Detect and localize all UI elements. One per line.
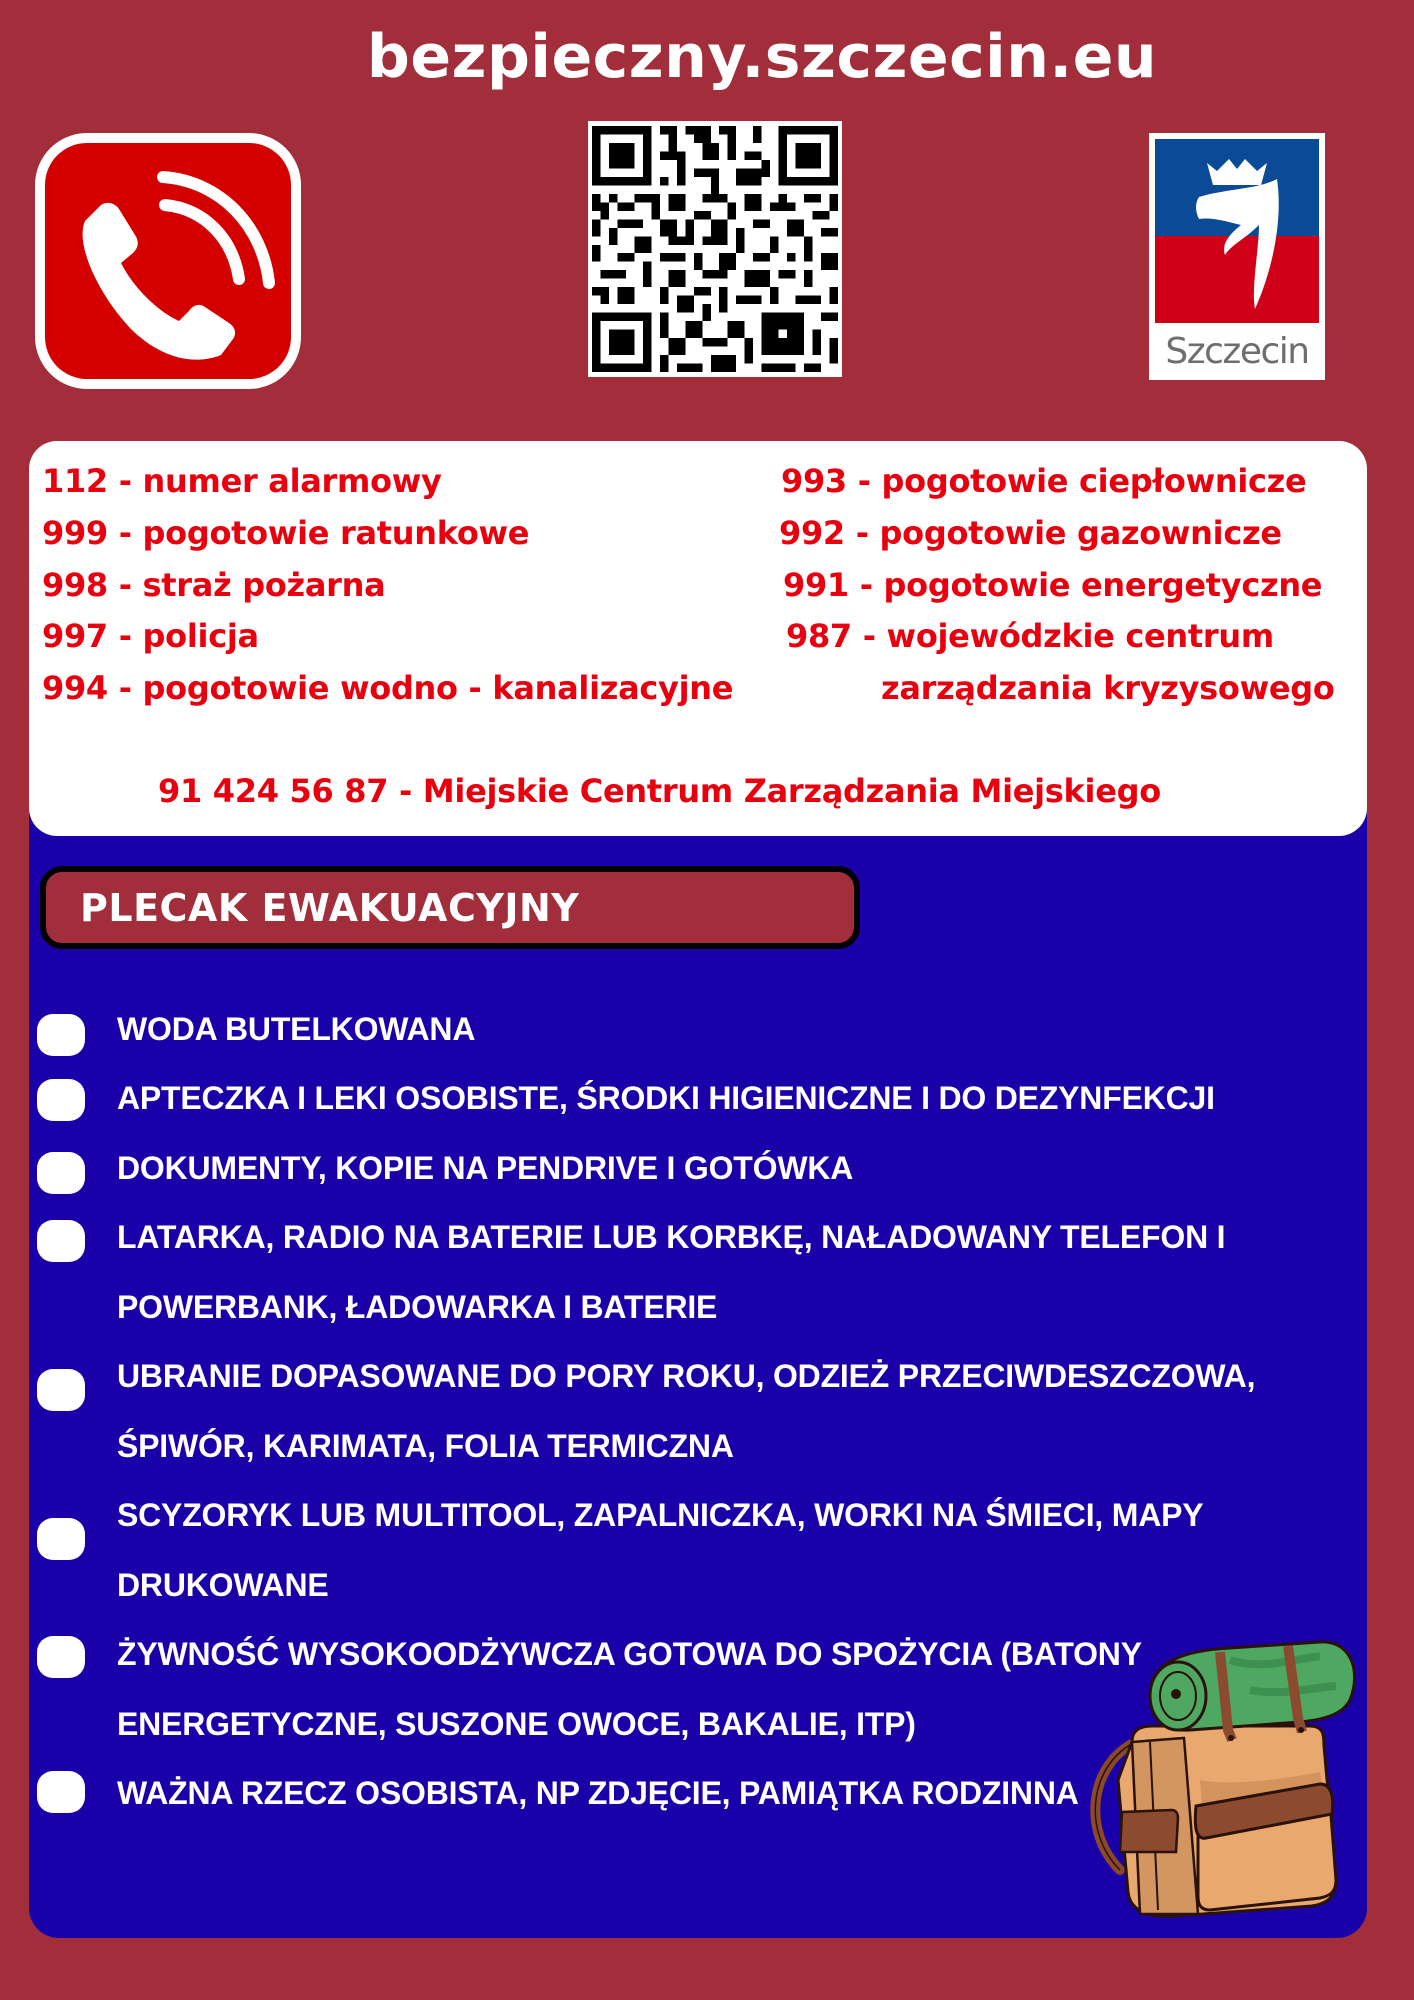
checkbox-item-5[interactable]: [37, 1369, 85, 1411]
emergency-number-item: 992 - pogotowie gazownicze: [779, 514, 1282, 552]
checklist-item-text: WODA BUTELKOWANA: [117, 1011, 476, 1047]
szczecin-city-logo: [1149, 133, 1325, 380]
logo-flag: [1155, 139, 1319, 323]
emergency-number-item: 993 - pogotowie ciepłownicze: [781, 462, 1307, 500]
checklist-item-text: UBRANIE DOPASOWANE DO PORY ROKU, ODZIEŻ PRZECIWDESZCZOWA,: [117, 1358, 1256, 1394]
checkbox-item-1[interactable]: [37, 1014, 85, 1056]
checklist-item-text-continuation: DRUKOWANE: [117, 1567, 329, 1603]
section-title: PLECAK EWAKUACYJNY: [80, 886, 580, 930]
backpack-illustration: [1080, 1630, 1360, 1935]
phone-ringing-icon: [35, 133, 301, 389]
emergency-number-item: 112 - numer alarmowy: [42, 462, 442, 500]
emergency-number-item: 991 - pogotowie energetyczne: [783, 566, 1323, 604]
checklist-item-text-continuation: POWERBANK, ŁADOWARKA I BATERIE: [117, 1289, 718, 1325]
checkbox-item-4[interactable]: [37, 1220, 85, 1262]
emergency-number-item: 997 - policja: [42, 617, 259, 655]
checklist-item-text: APTECZKA I LEKI OSOBISTE, ŚRODKI HIGIENICZNE I DO DEZYNFEKCJI: [117, 1080, 1215, 1116]
checklist-item-text: LATARKA, RADIO NA BATERIE LUB KORBKĘ, NAŁADOWANY TELEFON I: [117, 1219, 1226, 1255]
checkbox-item-2[interactable]: [37, 1079, 85, 1121]
checklist-item-text-continuation: ENERGETYCZNE, SUSZONE OWOCE, BAKALIE, ITP): [117, 1706, 916, 1742]
emergency-numbers-panel: [29, 441, 1367, 836]
checklist-item-text: DOKUMENTY, KOPIE NA PENDRIVE I GOTÓWKA: [117, 1150, 854, 1186]
checklist-item-text: ŻYWNOŚĆ WYSOKOODŻYWCZA GOTOWA DO SPOŻYCIA (BATONY: [117, 1636, 1142, 1672]
qr-code[interactable]: [588, 121, 842, 377]
checkbox-item-7[interactable]: [37, 1636, 85, 1678]
city-center-number: 91 424 56 87 - Miejskie Centrum Zarządzania Miejskiego: [158, 772, 1161, 810]
section-header-evacuation-backpack: [40, 866, 860, 949]
checkbox-item-8[interactable]: [37, 1771, 85, 1813]
checklist-item-text: SCYZORYK LUB MULTITOOL, ZAPALNICZKA, WORKI NA ŚMIECI, MAPY: [117, 1497, 1204, 1533]
logo-city-name: Szczecin: [1165, 331, 1309, 372]
emergency-number-item: 994 - pogotowie wodno - kanalizacyjne: [42, 669, 734, 707]
checkbox-item-3[interactable]: [37, 1152, 85, 1194]
emergency-number-item: 998 - straż pożarna: [42, 566, 386, 604]
checkbox-item-6[interactable]: [37, 1518, 85, 1560]
emergency-number-item: 987 - wojewódzkie centrum: [786, 617, 1274, 655]
checklist-item-text-continuation: ŚPIWÓR, KARIMATA, FOLIA TERMICZNA: [117, 1428, 734, 1464]
emergency-number-item: 999 - pogotowie ratunkowe: [42, 514, 530, 552]
emergency-number-item-continuation: zarządzania kryzysowego: [881, 669, 1335, 707]
site-title: bezpieczny.szczecin.eu: [366, 22, 1158, 92]
checklist-item-text: WAŻNA RZECZ OSOBISTA, NP ZDJĘCIE, PAMIĄTKA RODZINNA: [117, 1775, 1079, 1811]
